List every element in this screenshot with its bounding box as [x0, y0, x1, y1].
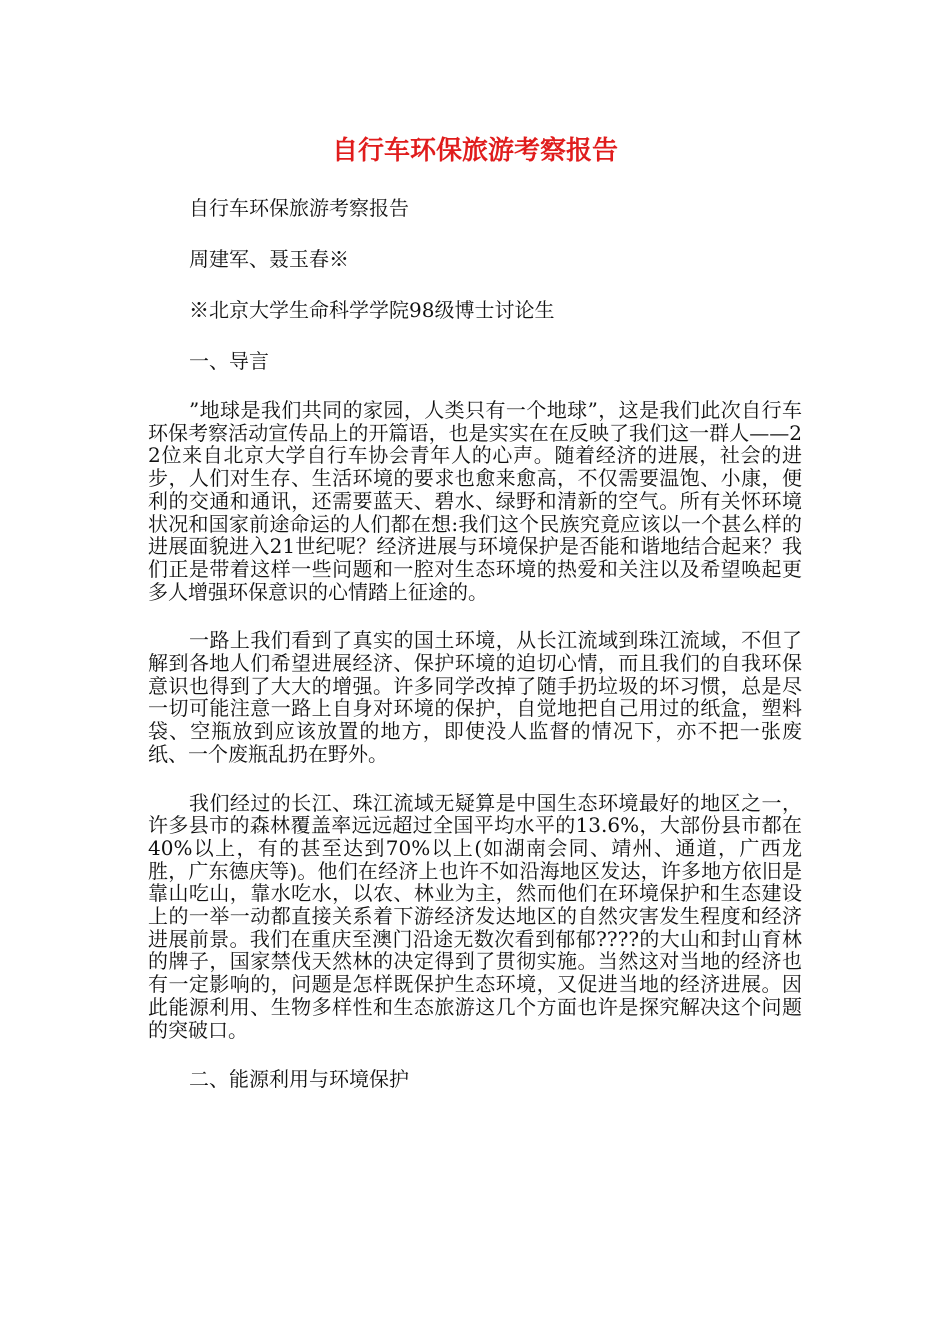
- paragraph-introduction: ”地球是我们共同的家园，人类只有一个地球”，这是我们此次自行车环保考察活动宣传品上的开篇语，也是实实在在反映了我们这一群人——22位来自北京大学自行车协会青年人的心声。随着经济的进展，社会的进步，人们对生存、生活环境的要求也愈来愈高，不仅需要温饱、小康，便利的交通和通讯，还需要蓝天、碧水、绿野和清新的空气。所有关怀环境状况和国家前途命运的人们都在想:我们这个民族究竟应该以一个甚么样的进展面貌进入21世纪呢？经济进展与环境保护是否能和谐地结合起来？我们正是带着这样一些问题和一腔对生态环境的热爱和关注以及希望唤起更多人增强环保意识的心情踏上征途的。: [148, 398, 802, 604]
- document-title: 自行车环保旅游考察报告: [331, 136, 618, 166]
- section-heading-introduction: 一、导言: [189, 349, 269, 373]
- affiliation-note: ※北京大学生命科学学院98级博士讨论生: [189, 298, 555, 322]
- paragraph-journey: 一路上我们看到了真实的国土环境，从长江流域到珠江流域，不但了解到各地人们希望进展经济、保护环境的迫切心情，而且我们的自我环保意识也得到了大大的增强。许多同学改掉了随手扔垃圾的坏习惯，总是尽一切可能注意一路上自身对环境的保护，自觉地把自己用过的纸盒，塑料袋、空瓶放到应该放置的地方，即使没人监督的情况下，亦不把一张废纸、一个废瓶乱扔在野外。: [148, 628, 802, 766]
- document-body: [148, 196, 802, 1117]
- document-subtitle: 自行车环保旅游考察报告: [189, 196, 409, 220]
- paragraph-river-basins: 我们经过的长江、珠江流域无疑算是中国生态环境最好的地区之一，许多县市的森林覆盖率远远超过全国平均水平的13.6%，大部份县市都在40%以上，有的甚至达到70%以上(如湖南会同、靖州、通道，广西龙胜，广东德庆等)。他们在经济上也许不如沿海地区发达，许多地方依旧是靠山吃山，靠水吃水，以农、林业为主，然而他们在环境保护和生态建设上的一举一动都直接关系着下游经济发达地区的自然灾害发生程度和经济进展前景。我们在重庆至澳门沿途无数次看到郁郁????的大山和封山育林的牌子，国家禁伐天然林的决定得到了贯彻实施。当然这对当地的经济也有一定影响的，问题是怎样既保护生态环境，又促进当地的经济进展。因此能源利用、生物多样性和生态旅游这几个方面也许是探究解决这个问题的突破口。: [148, 790, 802, 1042]
- section-heading-energy: 二、能源利用与环境保护: [189, 1067, 409, 1092]
- author-line: 周建军、聂玉春※: [189, 247, 349, 271]
